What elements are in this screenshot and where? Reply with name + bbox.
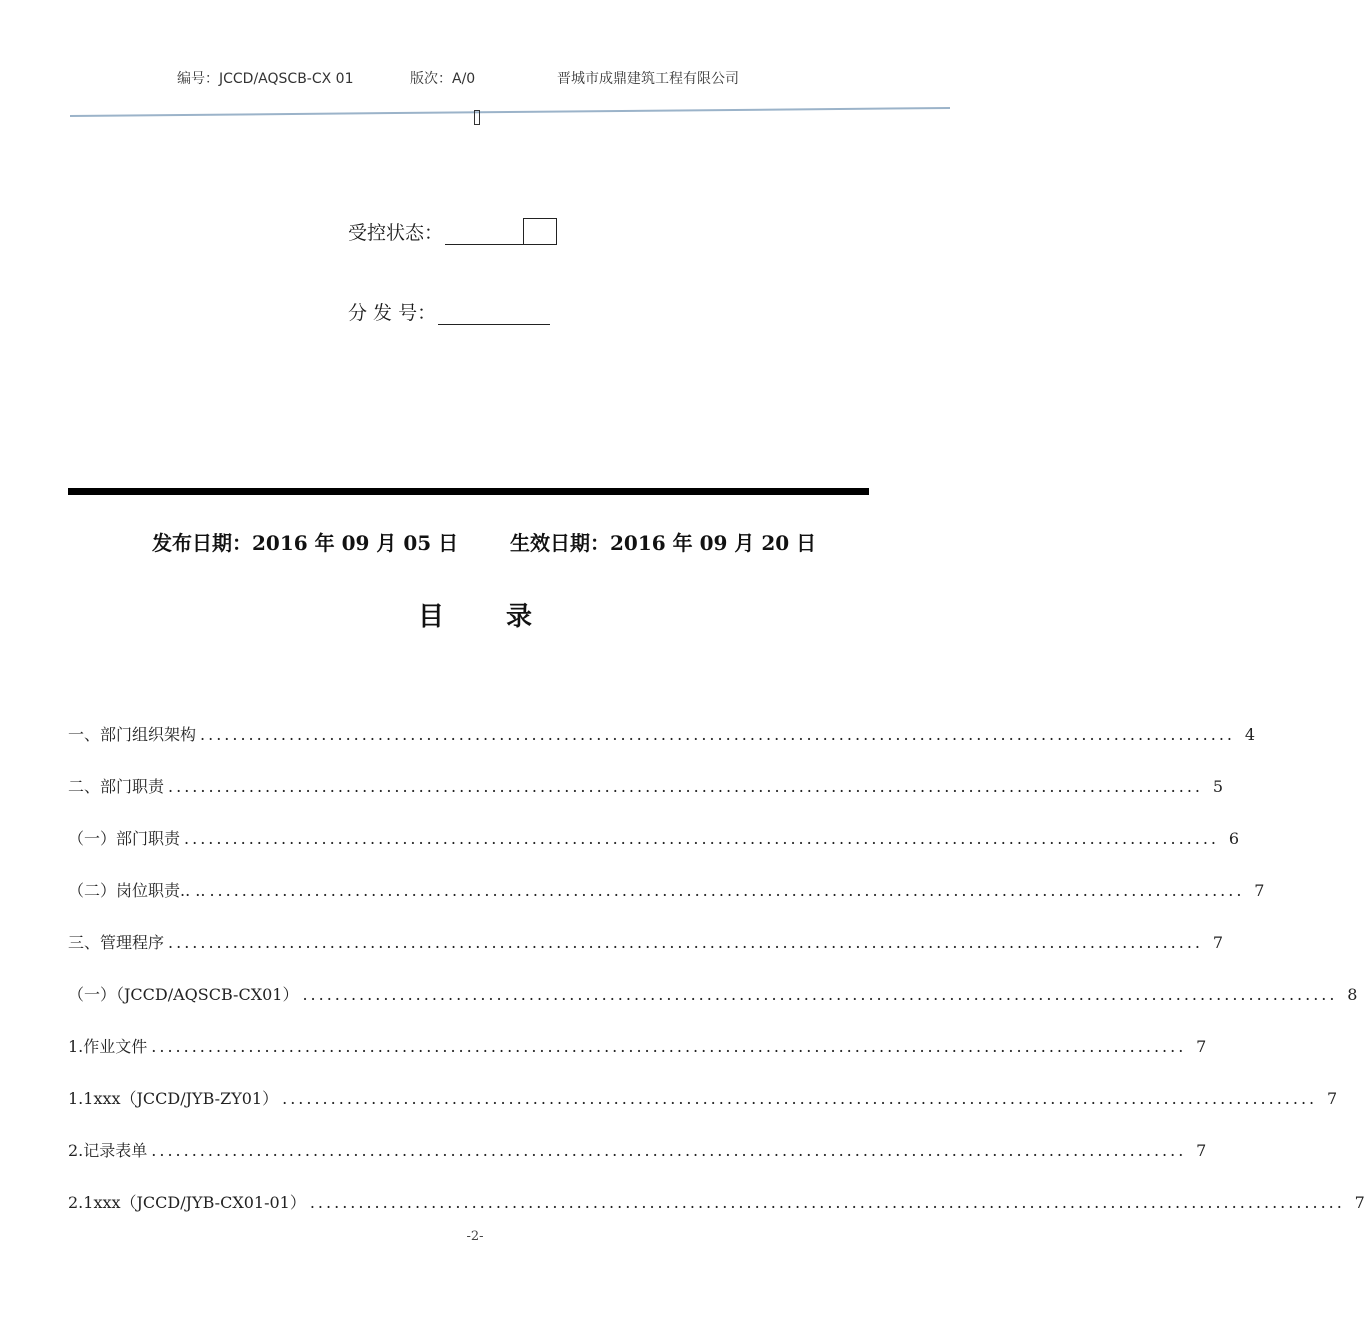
section-divider [68,488,869,495]
document-code: 编号：JCCD/AQSCB-CX 01 [177,71,354,87]
distribution-number-field [348,298,550,325]
effective-date: 生效日期：2016 年 09 月 20 日 [510,531,817,555]
toc-entry[interactable]: （一）（JCCD/AQSCB-CX01） ................................................................................................................................ 8 [68,985,1358,1004]
toc-leader: ................................................................................................................................ [151,1141,1187,1160]
toc-leader: ................................................................................................................................ [309,1193,1345,1212]
toc-entry[interactable]: 2.记录表单 ................................................................................................................................ 7 [68,1141,1207,1160]
document-version: 版次：A/0 [410,71,476,87]
toc-leader: ................................................................................................................................ [168,777,1204,796]
controlled-status-checkbox[interactable] [523,218,557,245]
controlled-status-blank[interactable] [445,222,557,245]
toc-leader: ................................................................................................................................ [200,725,1236,744]
controlled-status-field [348,218,557,245]
header-marker [474,110,480,125]
toc-title: 目 录 [417,602,533,632]
page-number: -2- [466,1229,484,1244]
toc-entry[interactable]: （一）部门职责 ................................................................................................................................ 6 [68,829,1240,848]
toc-entry[interactable]: 2.1xxx（JCCD/JYB-CX01-01） ................................................................................................................................ 7 [68,1193,1365,1212]
toc-leader: ................................................................................................................................ [168,933,1204,952]
toc-leader: ................................................................................................................................ [282,1089,1318,1108]
distribution-number-blank[interactable] [438,302,550,325]
toc-entry[interactable]: 二、部门职责 ................................................................................................................................ 5 [68,777,1224,796]
toc-leader: ................................................................................................................................ [302,985,1338,1004]
toc-leader: ................................................................................................................................ [209,881,1245,900]
toc-entry[interactable]: 1.作业文件 ................................................................................................................................ 7 [68,1037,1207,1056]
toc-leader: ................................................................................................................................ [151,1037,1187,1056]
toc-leader: ................................................................................................................................ [184,829,1220,848]
toc-entry[interactable]: 1.1xxx（JCCD/JYB-ZY01） ................................................................................................................................ 7 [68,1089,1338,1108]
toc-entry[interactable]: 三、管理程序 ................................................................................................................................ 7 [68,933,1224,952]
toc-entry[interactable]: （二）岗位职责.. .. ................................................................................................................................ 7 [68,881,1265,900]
toc-entry[interactable]: 一、部门组织架构 ................................................................................................................................ 4 [68,725,1256,744]
issue-date: 发布日期：2016 年 09 月 05 日 [152,531,459,555]
company-name: 晋城市成鼎建筑工程有限公司 [557,71,739,87]
distribution-number-label: 分 发 号： [348,302,437,324]
header-divider [70,106,950,118]
controlled-status-label: 受控状态： [348,222,444,244]
